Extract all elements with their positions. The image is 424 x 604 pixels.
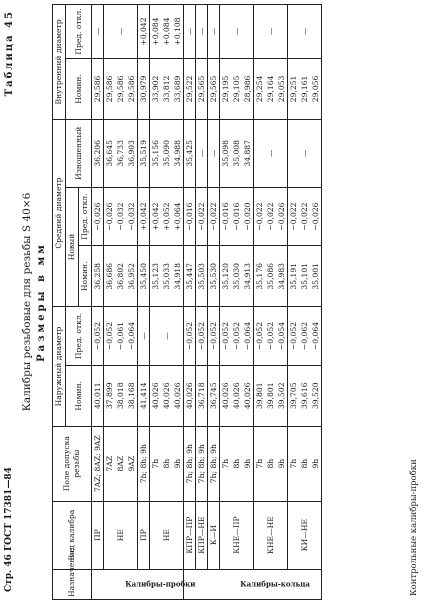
tolerance-field-cell: 7AZ 8AZ 9AZ — [104, 426, 138, 501]
mid-nominal-cell: 35,176 35,086 34,983 — [254, 246, 288, 307]
outer-deviation-cell: −0,052 — [92, 307, 104, 366]
outer-deviation-cell: −0,052 — [196, 307, 208, 366]
tolerance-field-cell: 7h; 8h; 9h — [138, 426, 150, 501]
outer-deviation-cell: — — [138, 307, 150, 366]
table-row — [150, 5, 184, 600]
tolerance-field-cell: 7h; 8h; 9h — [184, 426, 196, 501]
header-inner-diameter: Внутренний диаметр — [53, 5, 66, 120]
inner-deviation-cell: — — [220, 5, 254, 59]
mid-worn-cell: 36,645 36,733 36,903 — [104, 119, 138, 187]
gauge-type-cell: НЕ — [104, 501, 138, 569]
table-body — [92, 5, 322, 600]
inner-deviation-cell: — — [208, 5, 220, 59]
inner-nominal-cell: 30,979 — [138, 58, 150, 119]
outer-nominal-cell: 37,899 38,018 38,168 — [104, 365, 138, 426]
mid-nominal-cell: 36,258 — [92, 246, 104, 307]
table-title: Калибры резьбовые для резьбы S 40×6 — [21, 192, 33, 412]
outer-nominal-cell: 39,705 39,616 39,520 — [288, 365, 322, 426]
mid-nominal-cell: 35,123 35,033 34,918 — [150, 246, 184, 307]
header-outer-deviation: Пред. откл. — [66, 307, 92, 366]
outer-deviation-cell: — — [150, 307, 184, 366]
mid-nominal-cell: 35,450 — [138, 246, 150, 307]
table-row — [138, 5, 150, 600]
mid-worn-cell: 35,425 — [184, 119, 196, 187]
mid-deviation-cell: −0,016 −0,016 −0,020 — [220, 187, 254, 246]
header-pitch-diameter: Средний диаметр — [53, 119, 66, 306]
header-new: Новый — [66, 187, 79, 306]
outer-deviation-cell: −0,052 −0,062 −0,064 — [288, 307, 322, 366]
header-tolerance-field: Поле допуска резьбы — [53, 426, 92, 501]
mid-deviation-cell: −0,022 — [196, 187, 208, 246]
inner-nominal-cell: 29,254 29,164 29,053 — [254, 58, 288, 119]
outer-nominal-cell: 40,026 — [184, 365, 196, 426]
mid-deviation-cell: −0,022 −0,022 −0,026 — [288, 187, 322, 246]
inner-nominal-cell: 29,195 29,105 28,986 — [220, 58, 254, 119]
header-mid-nominal: Номин. — [79, 246, 92, 307]
inner-nominal-cell: 29,522 — [184, 58, 196, 119]
gauge-type-cell: КНЕ—ПР — [220, 501, 254, 569]
table-row — [104, 5, 138, 600]
mid-worn-cell: — — [196, 119, 208, 187]
gauge-type-cell: КНЕ—НЕ — [254, 501, 288, 569]
mid-deviation-cell: −0,026 −0,032 −0,032 — [104, 187, 138, 246]
outer-nominal-cell: 40,011 — [92, 365, 104, 426]
section-label: Калибры-пробки — [124, 579, 195, 589]
mid-deviation-cell: −0,022 — [208, 187, 220, 246]
inner-deviation-cell: — — [196, 5, 208, 59]
mid-worn-cell: — — [288, 119, 322, 187]
bottom-section-label: Контрольные калибры-пробки — [409, 459, 419, 596]
mid-deviation-cell: −0,022 −0,022 −0,026 — [254, 187, 288, 246]
inner-deviation-cell: +0,084 +0,084 +0,108 — [150, 5, 184, 59]
inner-nominal-cell: 29,565 — [196, 58, 208, 119]
table-subtitle: Размеры в мм — [36, 242, 47, 362]
table-row — [196, 5, 208, 600]
gauge-table — [52, 4, 322, 600]
outer-deviation-cell: −0,052 — [208, 307, 220, 366]
table-row — [92, 5, 104, 600]
mid-nominal-cell: 35,191 35,101 35,001 — [288, 246, 322, 307]
mid-worn-cell: 35,156 35,090 34,988 — [150, 119, 184, 187]
inner-deviation-cell: — — [288, 5, 322, 59]
inner-deviation-cell: — — [184, 5, 196, 59]
mid-deviation-cell: −0,016 — [184, 187, 196, 246]
inner-deviation-cell: — — [254, 5, 288, 59]
mid-worn-cell: — — [208, 119, 220, 187]
mid-worn-cell: 36,206 — [92, 119, 104, 187]
tolerance-field-cell: 7h; 8h; 9h — [208, 426, 220, 501]
mid-nominal-cell: 35,447 — [184, 246, 196, 307]
section-plug-gauges — [92, 569, 195, 599]
mid-deviation-cell: +0,042 — [138, 187, 150, 246]
tolerance-field-cell: 7h 8h 9h — [150, 426, 184, 501]
table-row — [254, 5, 288, 600]
gauge-type-cell: НЕ — [150, 501, 184, 569]
mid-nominal-cell: 36,686 36,802 36,952 — [104, 246, 138, 307]
table-row — [208, 5, 220, 600]
outer-nominal-cell: 39,801 39,801 39,502 — [254, 365, 288, 426]
gauge-type-cell: КПР—НЕ — [196, 501, 208, 569]
inner-nominal-cell: 29,251 29,161 29,056 — [288, 58, 322, 119]
mid-worn-cell: 35,519 — [138, 119, 150, 187]
mid-deviation-cell: +0,042 +0,052 +0,064 — [150, 187, 184, 246]
header-worn: Изношенный — [66, 119, 92, 187]
inner-nominal-cell: 29,565 — [208, 58, 220, 119]
outer-nominal-cell: 36,718 — [196, 365, 208, 426]
mid-deviation-cell: −0,026 — [92, 187, 104, 246]
table-row — [220, 5, 254, 600]
mid-nominal-cell: 35,120 35,030 34,913 — [220, 246, 254, 307]
outer-nominal-cell: 41,414 — [138, 365, 150, 426]
mid-nominal-cell: 35,530 — [208, 246, 220, 307]
header-gauge-type: Вид калибра — [53, 501, 92, 569]
header-inner-deviation: Пред. откл. — [66, 5, 92, 59]
inner-nominal-cell: 29,586 29,586 29,586 — [104, 58, 138, 119]
mid-worn-cell: — — [254, 119, 288, 187]
header-inner-nominal: Номин. — [66, 58, 92, 119]
inner-deviation-cell: — — [92, 5, 104, 59]
gauge-type-cell: КПР—ПР — [184, 501, 196, 569]
section-label: Калибры-кольца — [239, 579, 310, 589]
gauge-type-cell: К—И — [208, 501, 220, 569]
table-row — [184, 5, 196, 600]
tolerance-field-cell: 7h; 8h; 9h — [196, 426, 208, 501]
table-number: Таблица 45 — [4, 10, 15, 97]
gauge-type-cell: ПР — [138, 501, 150, 569]
mid-nominal-cell: 35,503 — [196, 246, 208, 307]
tolerance-field-cell: 7h 8h 9h — [288, 426, 322, 501]
header-outer-nominal: Номин. — [66, 365, 92, 426]
outer-deviation-cell: −0,052 −0,052 −0,054 — [254, 307, 288, 366]
outer-nominal-cell: 40,026 40,026 40,026 — [220, 365, 254, 426]
outer-nominal-cell: 36,745 — [208, 365, 220, 426]
header-outer-diameter: Наружный диаметр — [53, 307, 66, 426]
mid-worn-cell: 35,098 35,008 34,887 — [220, 119, 254, 187]
table-row — [288, 5, 322, 600]
inner-deviation-cell: +0,042 — [138, 5, 150, 59]
page-header: Стр. 46 ГОСТ 17381—84 — [4, 467, 14, 592]
inner-nominal-cell: 29,586 — [92, 58, 104, 119]
gauge-type-cell: КИ—НЕ — [288, 501, 322, 569]
section-ring-gauges — [184, 569, 322, 599]
header-purpose: Назначение — [53, 569, 92, 599]
inner-deviation-cell: — — [104, 5, 138, 59]
header-mid-deviation: Пред. откл. — [79, 187, 92, 246]
inner-nominal-cell: 33,902 33,812 33,689 — [150, 58, 184, 119]
gauge-type-cell: ПР — [92, 501, 104, 569]
outer-nominal-cell: 40,026 40,026 40,026 — [150, 365, 184, 426]
outer-deviation-cell: −0,052 — [184, 307, 196, 366]
tolerance-field-cell: 7h 8h 9h — [254, 426, 288, 501]
tolerance-field-cell: 7h 8h 9h — [220, 426, 254, 501]
outer-deviation-cell: −0,052 −0,061 −0,064 — [104, 307, 138, 366]
outer-deviation-cell: −0,052 −0,052 −0,064 — [220, 307, 254, 366]
tolerance-field-cell: 7AZ; 8AZ; 9AZ — [92, 426, 104, 501]
